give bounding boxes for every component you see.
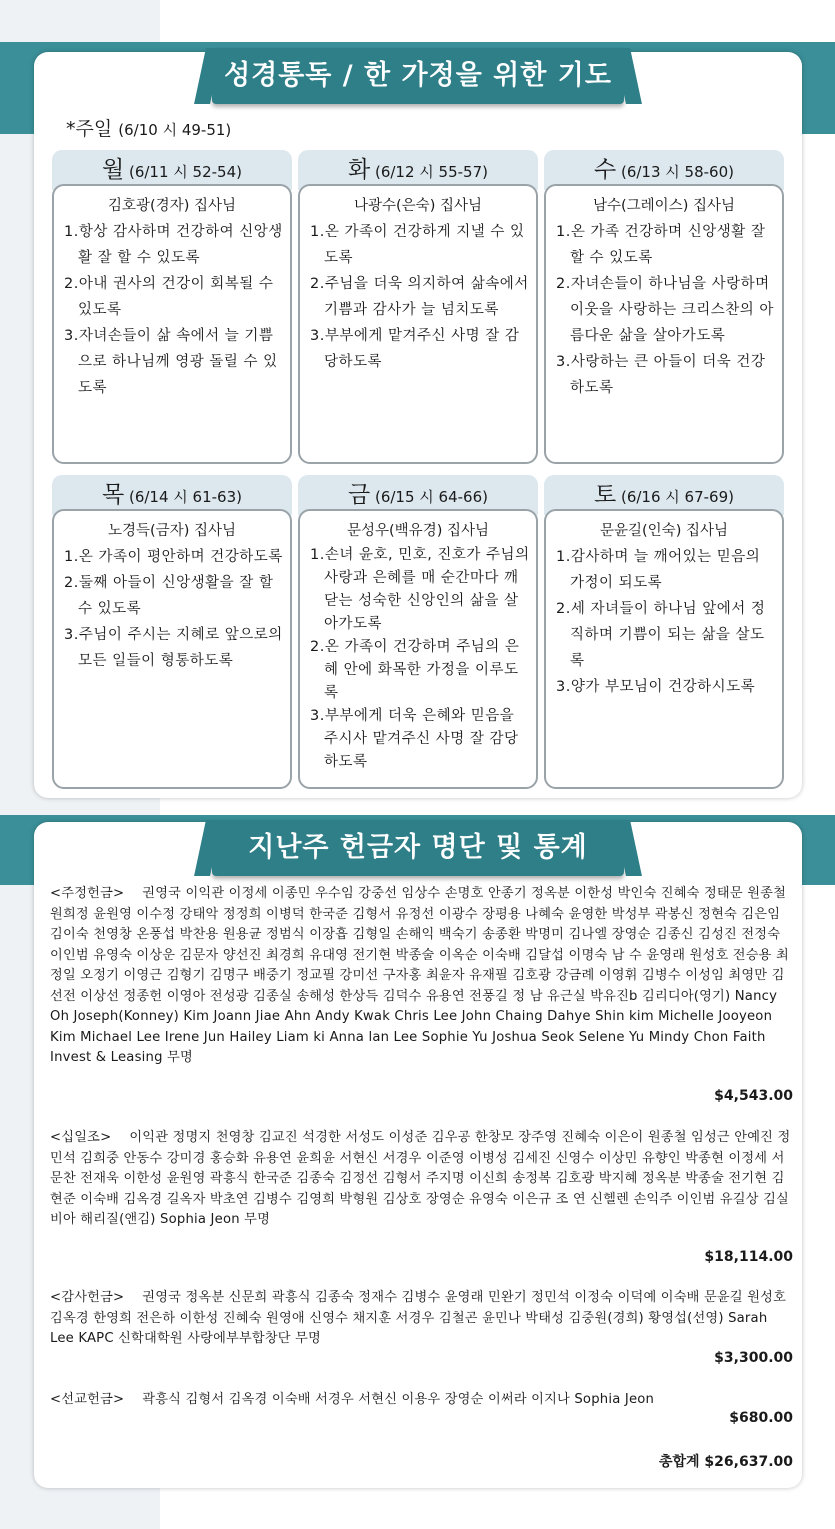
day-prayer-box: [298, 509, 538, 789]
offering-amount: $680.00: [729, 1410, 793, 1426]
prayer-item: 3.사랑하는 큰 아들이 더욱 건강하도록: [556, 354, 766, 396]
day-ref: (6/15 시 64-66): [374, 488, 488, 506]
day-name: 목: [101, 482, 125, 508]
prayer-item: 3.부부에게 맡겨주신 사명 잘 감당하도록: [310, 328, 520, 370]
day-ref: (6/12 시 55-57): [374, 163, 488, 181]
offering-category: <감사헌금>: [50, 1290, 125, 1305]
family-name: 문윤길(인숙) 집사님: [600, 523, 728, 539]
prayer-item: 1.온 가족이 건강하게 지낼 수 있도록: [310, 224, 525, 266]
sunday-label: *주일: [66, 118, 113, 140]
day-prayer-box: [298, 184, 538, 464]
prayer-item: 2.온 가족이 건강하며 주님의 은혜 안에 화목한 가정을 이루도록: [310, 639, 520, 701]
sunday-ref: (6/10 시 49-51): [118, 121, 232, 139]
offering-section-thanks: [50, 1288, 795, 1350]
offering-names: 권영국 이익관 이정세 이종민 우수임 강중선 임상수 손명호 안종기 정옥분 이한성 박인숙 진혜숙 정태문 원종철 원희정 윤원영 이수정 강태악 정정희 이병덕 한국준 김형서 유정선 이광수 장평용 나혜숙 윤영한 박성부 곽봉신 정현숙 김은임 김이숙 천영창 온풍섭 박찬용 원용균 정범식 이장흡 김형일 손해익 백숙기 송종환 박명미 김나엘 장영순 김종신 김성진 전정숙 이인범 유영숙 이상운 김문자 양선진 최경희 유대영 전기현 박종술 이옥순 이숙배 김달섭 이명숙 남 수 윤영래 원성호 전승용 최정일 오정기 이영근 김형기 김명구 배중기 정교필 강미선 구자홍 최윤자 유재필 김호광 강금례 이영휘 김병수 이성임 최영만 김선전 이상선 정종헌 이영아 전성광 김종실 송해성 한상득 김덕수 유용연 전풍길 정 남 유근실 박유진b 김리디아(영기) Nancy Oh Joseph(Konney) Kim Joann Jiae Ahn Andy Kwak Chris Lee John Chaing Dahye Shin kim Michelle Jooyeon Kim Michael Lee Irene Jun Hailey Liam ki Anna lan Lee Sophie Yu Joshua Seok Selene Yu Mindy Chon Faith Invest & Leasing 무명: [50, 886, 789, 1065]
prayer-item: 2.둘째 아들이 신앙생활을 잘 할 수 있도록: [64, 575, 274, 617]
total-label: 총합계: [658, 1454, 700, 1470]
family-name: 나광수(은숙) 집사님: [354, 198, 482, 214]
offering-title: 지난주 헌금자 명단 및 통계: [212, 820, 624, 876]
day-ref: (6/13 시 58-60): [620, 163, 734, 181]
offering-amount: $18,114.00: [704, 1249, 793, 1265]
prayer-item: 3.자녀손들이 삶 속에서 늘 기쁨으로 하나님께 영광 돌릴 수 있도록: [64, 328, 278, 396]
prayer-item: 2.자녀손들이 하나님을 사랑하며 이웃을 사랑하는 크리스찬의 아름다운 삶을 살아가도록: [556, 276, 774, 344]
offering-section-mission: [50, 1390, 795, 1411]
offering-names: 권영국 정옥분 신문희 곽흥식 김종숙 정재수 김병수 윤영래 민완기 정민석 이정숙 이덕예 이숙배 문윤길 원성호 김옥경 한영희 전은하 이한성 진혜숙 원영애 신영수 채지훈 서경우 김철곤 윤민나 박태성 김중원(경희) 황영섭(선영) Sarah Lee KAPC 신학대학원 사랑에부부합창단 무명: [50, 1290, 787, 1346]
prayer-item: 3.양가 부모님이 건강하시도록: [556, 679, 756, 695]
prayer-item: 2.아내 권사의 건강이 회복될 수 있도록: [64, 276, 274, 318]
sunday-reading: [66, 114, 231, 141]
day-name: 화: [347, 157, 371, 183]
day-prayer-box: [544, 509, 784, 789]
family-name: 노경득(금자) 집사님: [108, 523, 236, 539]
offering-total: [659, 1451, 793, 1471]
offering-section-sunday: [50, 884, 795, 1069]
day-name: 수: [593, 157, 617, 183]
day-prayer-box: [52, 509, 292, 789]
family-name: 문성우(백유경) 집사님: [347, 523, 489, 539]
prayer-item: 3.부부에게 더욱 은혜와 믿음을 주시사 맡겨주신 사명 잘 감당하도록: [310, 708, 519, 770]
day-ref: (6/14 시 61-63): [128, 488, 242, 506]
family-name: 김호광(경자) 집사님: [108, 198, 236, 214]
prayer-item: 1.감사하며 늘 깨어있는 믿음의 가정이 되도록: [556, 549, 761, 591]
prayer-item: 2.주님을 더욱 의지하여 삶속에서 기쁨과 감사가 늘 넘치도록: [310, 276, 529, 318]
day-prayer-box: [52, 184, 292, 464]
day-name: 토: [593, 482, 617, 508]
day-ref: (6/16 시 67-69): [620, 488, 734, 506]
offering-amount: $4,543.00: [714, 1088, 793, 1104]
day-prayer-box: [544, 184, 784, 464]
offering-amount: $3,300.00: [714, 1350, 793, 1366]
offering-section-tithe: [50, 1128, 795, 1231]
prayer-item: 3.주님이 주시는 지혜로 앞으로의 모든 일들이 형통하도록: [64, 627, 283, 669]
prayer-item: 1.항상 감사하며 건강하여 신앙생활 잘 할 수 있도록: [64, 224, 283, 266]
offering-names: 이익관 정명지 천영창 김교진 석경한 서성도 이성준 김우공 한창모 장주영 진혜숙 이은이 원종철 임성근 안예진 정민석 김희중 안동수 강미경 홍승화 유용연 윤희윤 서현신 서경우 이준영 이병성 김세진 신영수 이상민 유향인 박종현 이정세 서문찬 전재욱 이한성 윤원영 곽흥식 한국준 김종숙 김정선 김형서 주지명 이신희 송정복 김호광 박지혜 정옥분 박종술 전기현 김현준 이숙배 김옥경 길옥자 박초연 김병수 김영희 박형원 김상호 장영순 유영숙 이은규 조 연 신헬렌 손익주 이인범 유길상 김실비아 해리질(앤김) Sophia Jeon 무명: [50, 1130, 791, 1227]
day-name: 월: [101, 157, 125, 183]
offering-category: <선교헌금>: [50, 1392, 125, 1407]
prayer-item: 1.온 가족 건강하며 신앙생활 잘 할 수 있도록: [556, 224, 766, 266]
day-ref: (6/11 시 52-54): [128, 163, 242, 181]
day-name: 금: [347, 482, 371, 508]
prayer-item: 2.세 자녀들이 하나님 앞에서 정직하며 기쁨이 되는 삶을 살도록: [556, 601, 766, 669]
prayer-title: 성경통독 / 한 가정을 위한 기도: [212, 48, 624, 104]
offering-category: <십일조>: [50, 1130, 112, 1145]
family-name: 남수(그레이스) 집사님: [593, 198, 735, 214]
prayer-item: 1.손녀 윤호, 민호, 진호가 주님의 사랑과 은혜를 매 순간마다 깨닫는 성숙한 신앙인의 삶을 살아가도록: [310, 547, 530, 632]
offering-names: 곽흥식 김형서 김옥경 이숙배 서경우 서현신 이용우 장영순 이써라 이지나 Sophia Jeon: [142, 1392, 655, 1407]
total-amount: $26,637.00: [704, 1454, 793, 1470]
offering-category: <주정헌금>: [50, 886, 125, 901]
prayer-item: 1.온 가족이 평안하며 건강하도록: [64, 549, 283, 565]
